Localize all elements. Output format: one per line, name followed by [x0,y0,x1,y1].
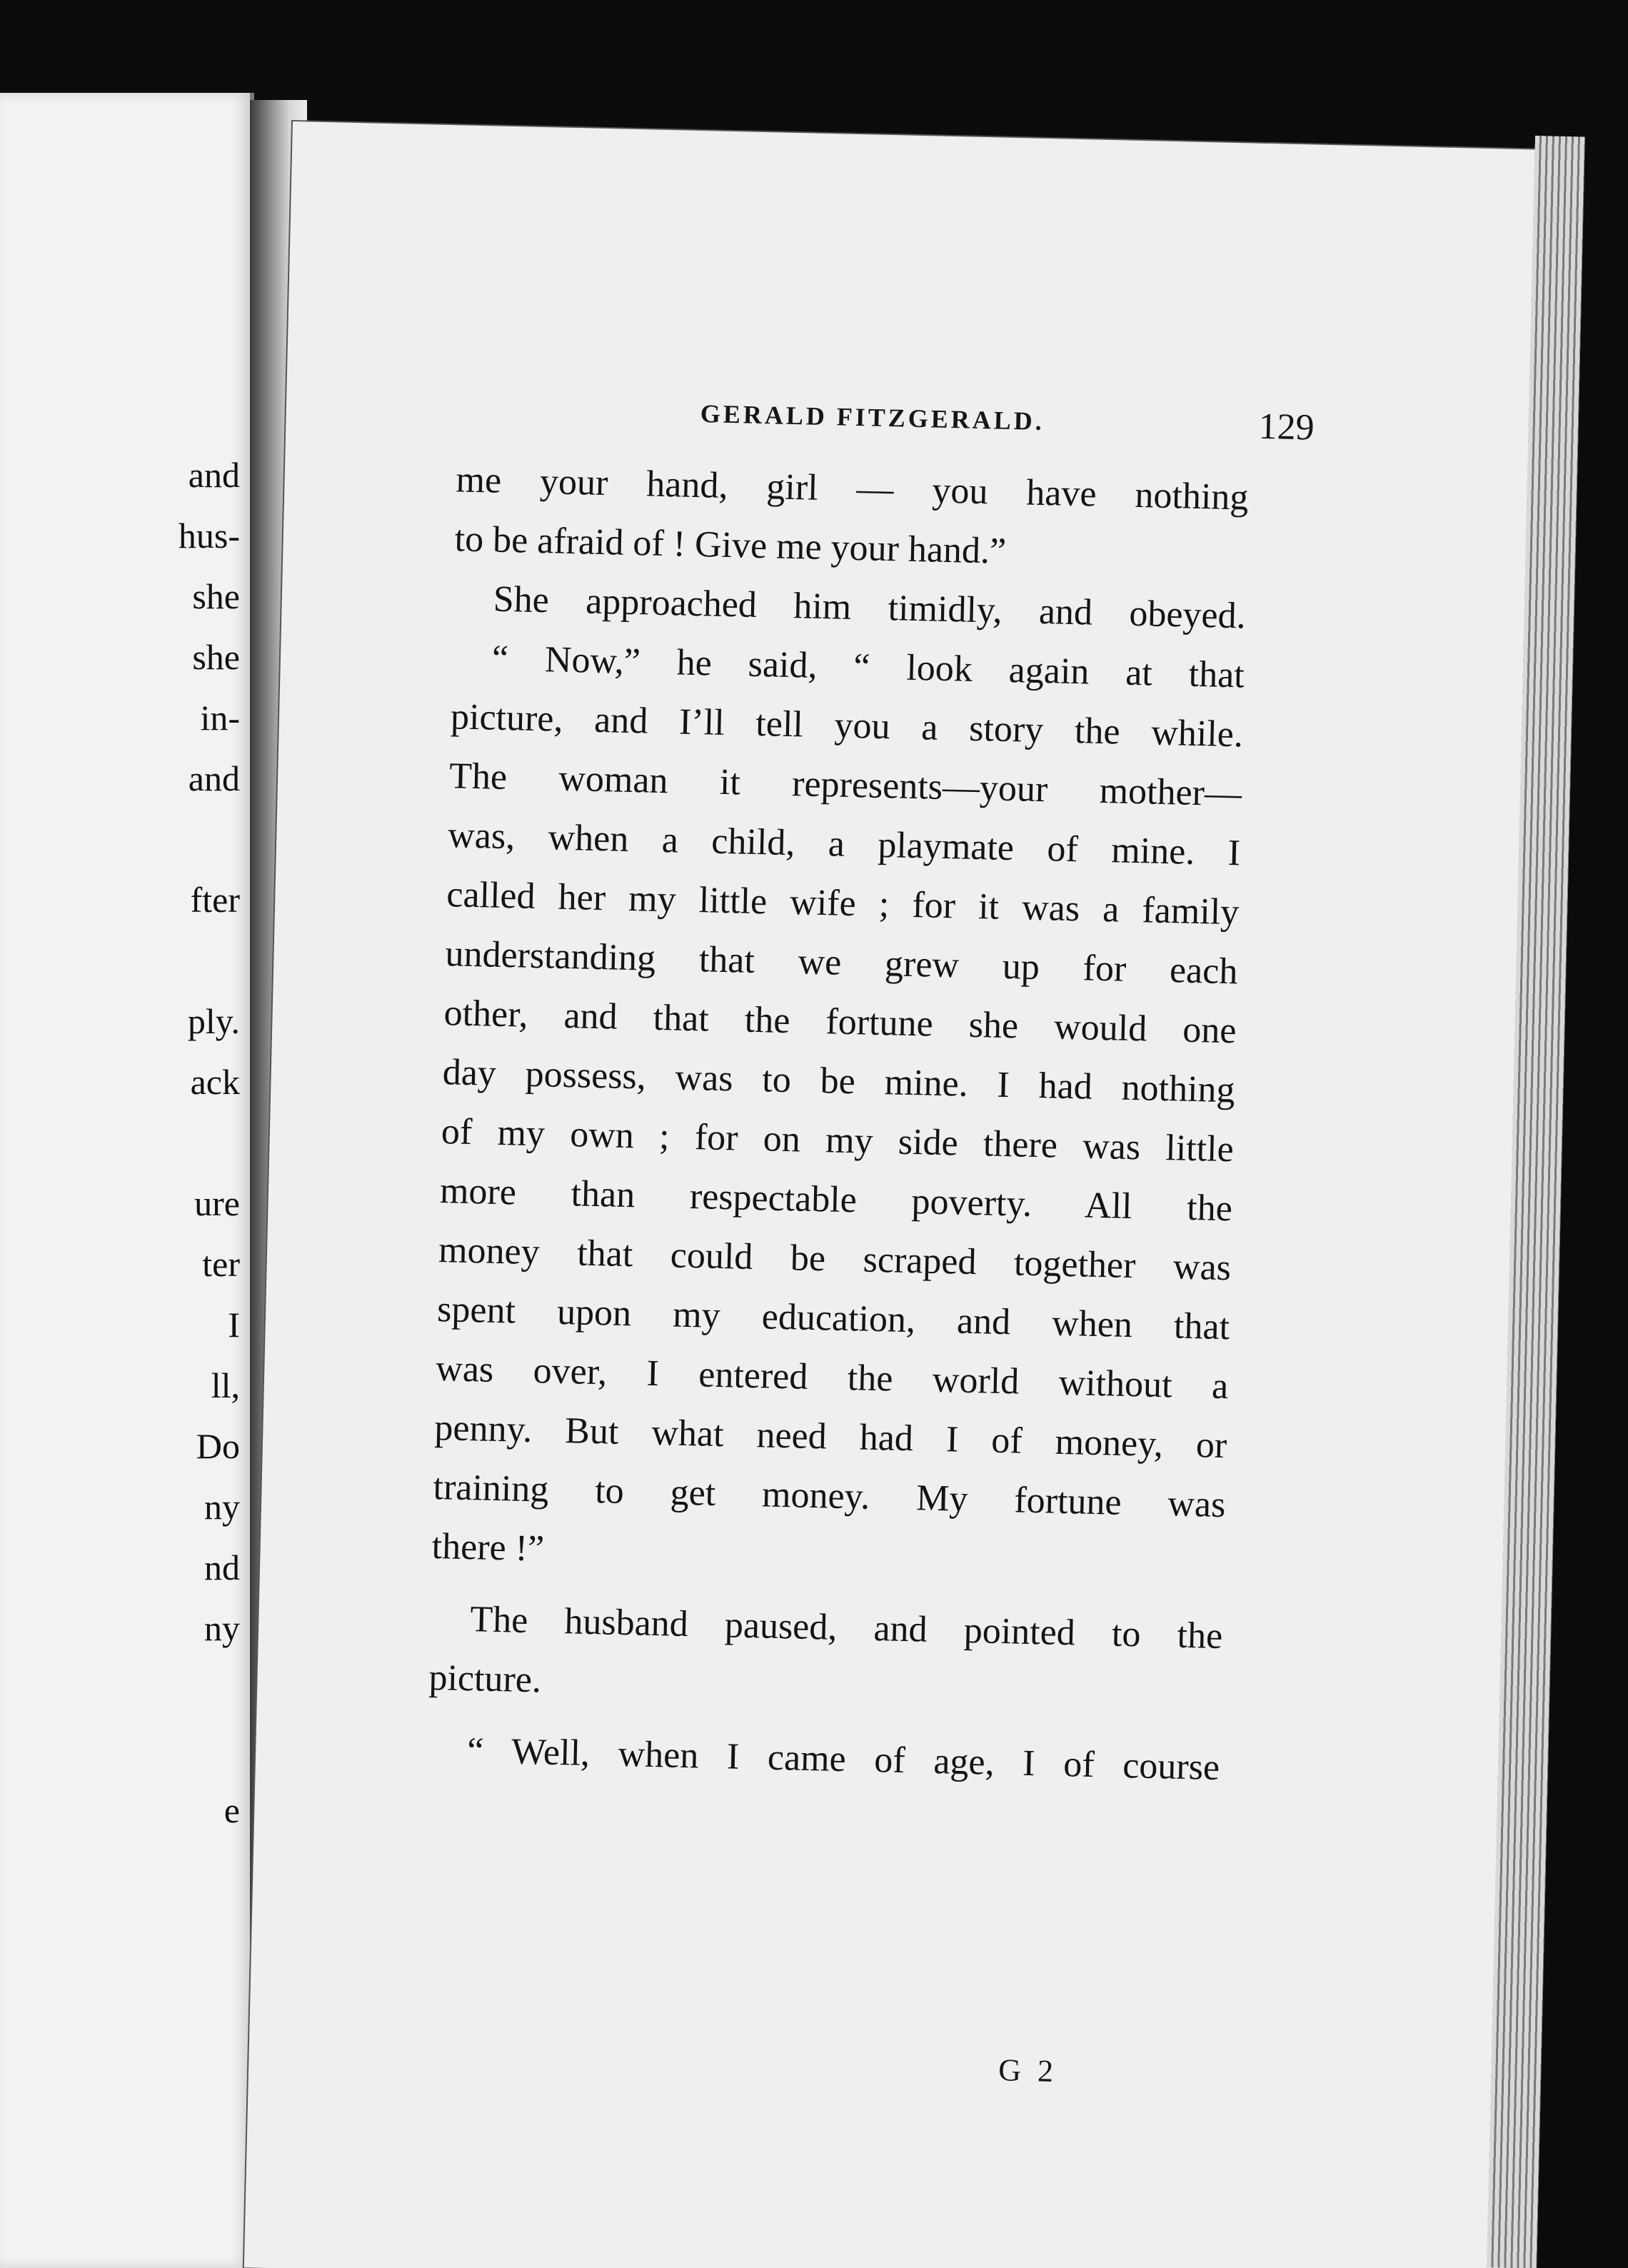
left-page [0,93,254,2268]
left-page-line-fragment: hus- [178,516,240,556]
left-page-line-fragment: ll, [211,1365,240,1405]
left-page-line-fragment: and [188,758,240,798]
running-head-title: GERALD FITZGERALD. [700,399,1045,436]
left-page-line-fragment: ure [194,1183,240,1223]
text-line: The woman it represents—your mother— [448,756,1242,815]
text-line: training to get money. My fortune was [433,1466,1227,1526]
running-head [700,398,1315,455]
left-page-line-fragment: I [228,1305,240,1345]
text-line: “ Now,” he said, “ look again at that [491,638,1245,696]
text-line: “ Well, when I came of age, I of course [466,1730,1220,1789]
left-page-line-fragment: ply. [187,1001,240,1041]
text-line: day possess, was to be mine. I had nothing [442,1052,1236,1111]
right-page [244,121,1564,2268]
left-page-line-fragment: nd [204,1547,240,1587]
text-line: other, and that the fortune she would one [443,993,1237,1052]
text-line: spent upon my education, and when that [436,1289,1230,1348]
text-line: of my own ; for on my side there was little [441,1111,1235,1170]
text-line: money that could be scraped together was [438,1230,1232,1289]
left-page-line-fragment: ack [190,1062,240,1102]
text-line: picture, and I’ll tell you a story the while. [450,696,1244,756]
text-line: more than respectable poverty. All the [439,1170,1233,1230]
left-page-line-fragment: ny [204,1487,240,1527]
text-line: was, when a child, a playmate of mine. I [447,815,1241,874]
text-line: to be afraid of ! Give me your hand.” [454,518,1007,572]
text-line: there !” [431,1525,545,1570]
left-page-line-fragment: she [192,637,240,677]
text-line: She approached him timidly, and obeyed. [493,578,1247,637]
left-page-line-fragment: ny [204,1608,240,1648]
left-page-line-fragment: Do [196,1426,240,1466]
left-page-line-fragment: fter [190,880,240,920]
text-line: The husband paused, and pointed to the [469,1599,1223,1657]
left-page-line-fragment: she [192,576,240,616]
text-line: penny. But what need had I of money, or [433,1407,1227,1467]
text-line: called her my little wife ; for it was a family [446,874,1240,933]
left-page-line-fragment: in- [200,698,240,738]
left-page-line-fragment: ter [202,1244,240,1284]
left-page-line-fragment: and [188,455,240,495]
page-number: 129 [1258,406,1315,448]
text-line: picture. [428,1657,542,1701]
signature-mark: G 2 [998,2052,1058,2089]
text-line: understanding that we grew up for each [444,933,1238,993]
text-line: me your hand, girl — you have nothing [456,459,1250,518]
body-text [426,450,1249,1797]
text-line: was over, I entered the world without a [435,1348,1229,1408]
left-page-line-fragment: e [223,1790,240,1830]
